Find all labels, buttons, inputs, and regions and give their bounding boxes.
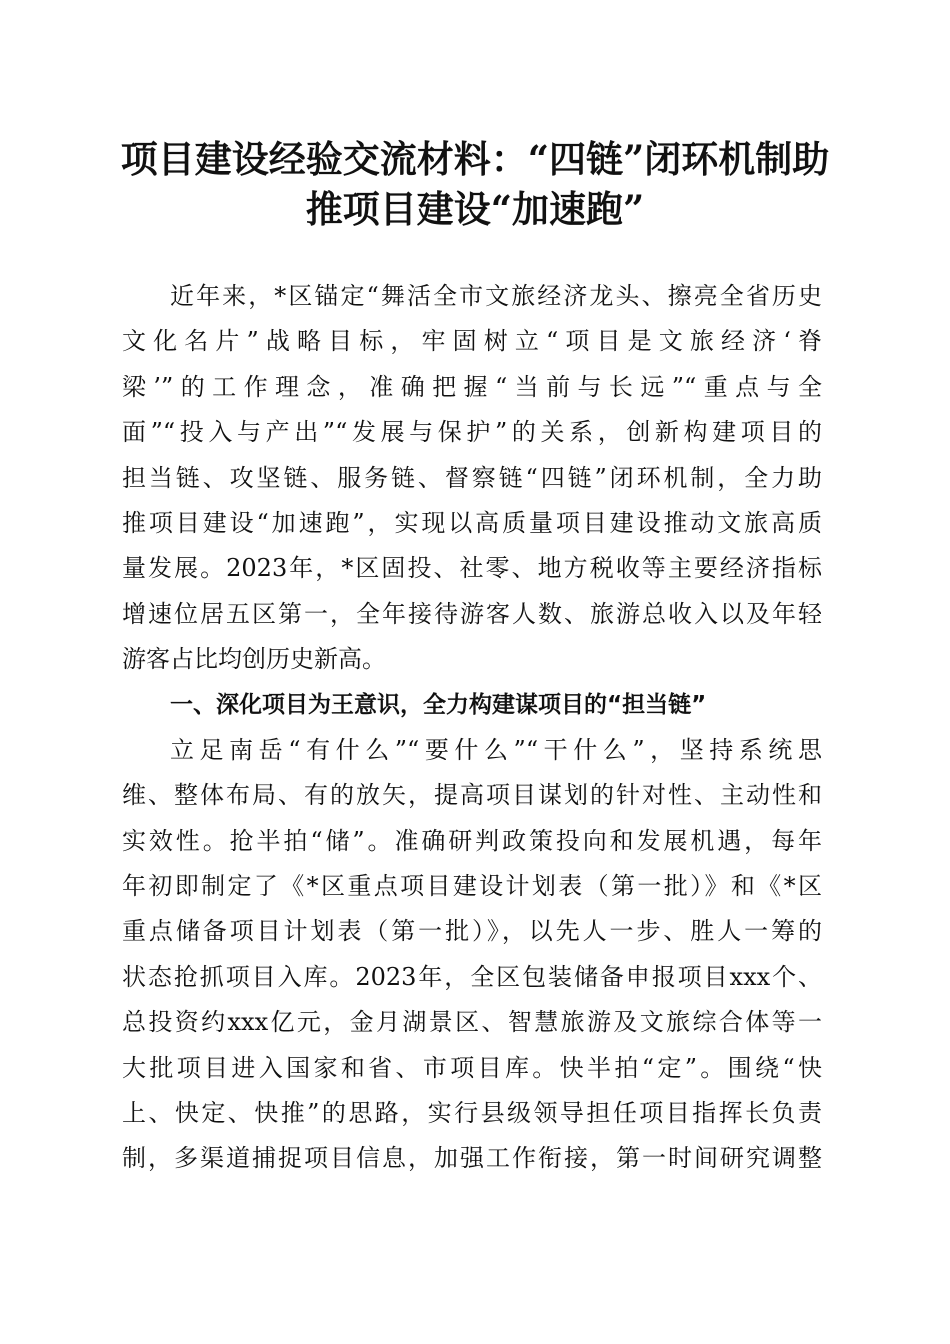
paragraph-line: 上、快定、快推”的思路，实行县级领导担任项目指挥长负责: [122, 1099, 822, 1128]
paragraph-line: 增速位居五区第一，全年接待游客人数、旅游总收入以及年轻: [122, 599, 822, 628]
paragraph-line: 年初即制定了《*区重点项目建设计划表（第一批）》和《*区: [122, 872, 822, 901]
title-line: 项目建设经验交流材料：“四链”闭环机制助: [120, 137, 830, 181]
paragraph-line: 近年来，*区锚定“舞活全市文旅经济龙头、擦亮全省历史: [170, 282, 822, 310]
paragraph-line: 重点储备项目计划表（第一批）》，以先人一步、胜人一筹的: [122, 917, 822, 946]
paragraph-intro: [122, 274, 822, 683]
document-body: [122, 274, 822, 1182]
paragraph-line: 担当链、攻坚链、服务链、督察链“四链”闭环机制，全力助: [122, 463, 822, 492]
paragraph-line: 实效性。抢半拍“储”。准确研判政策投向和发展机遇，每年: [122, 826, 822, 855]
paragraph-line: 大批项目进入国家和省、市项目库。快半拍“定”。围绕“快: [122, 1053, 822, 1082]
paragraph-line: 量发展。2023年，*区固投、社零、地方税收等主要经济指标: [122, 554, 822, 583]
paragraph-line: 推项目建设“加速跑”，实现以高质量项目建设推动文旅高质: [122, 508, 822, 537]
paragraph-line: 维、整体布局、有的放矢，提高项目谋划的针对性、主动性和: [122, 781, 822, 810]
paragraph-line: 梁’”的工作理念，准确把握“当前与长远”“重点与全: [122, 372, 822, 401]
paragraph-line: 文化名片”战略目标，牢固树立“项目是文旅经济‘脊: [122, 327, 822, 356]
paragraph-line: 状态抢抓项目入库。2023年，全区包装储备申报项目xxx个、: [122, 962, 822, 991]
paragraph-line: 游客占比均创历史新高。: [122, 645, 386, 674]
paragraph-line: 总投资约xxx亿元，金月湖景区、智慧旅游及文旅综合体等一: [122, 1008, 822, 1037]
document-title: [110, 134, 840, 234]
title-line: 推项目建设“加速跑”: [305, 187, 645, 231]
paragraph-section1: [122, 728, 822, 1182]
paragraph-line: 立足南岳“有什么”“要什么”“干什么”，坚持系统思: [170, 735, 822, 764]
section-heading: 一、深化项目为王意识，全力构建谋项目的“担当链”: [170, 691, 707, 718]
paragraph-line: 面”“投入与产出”“发展与保护”的关系，创新构建项目的: [122, 418, 822, 447]
paragraph-line: 制，多渠道捕捉项目信息，加强工作衔接，第一时间研究调整: [122, 1144, 822, 1173]
